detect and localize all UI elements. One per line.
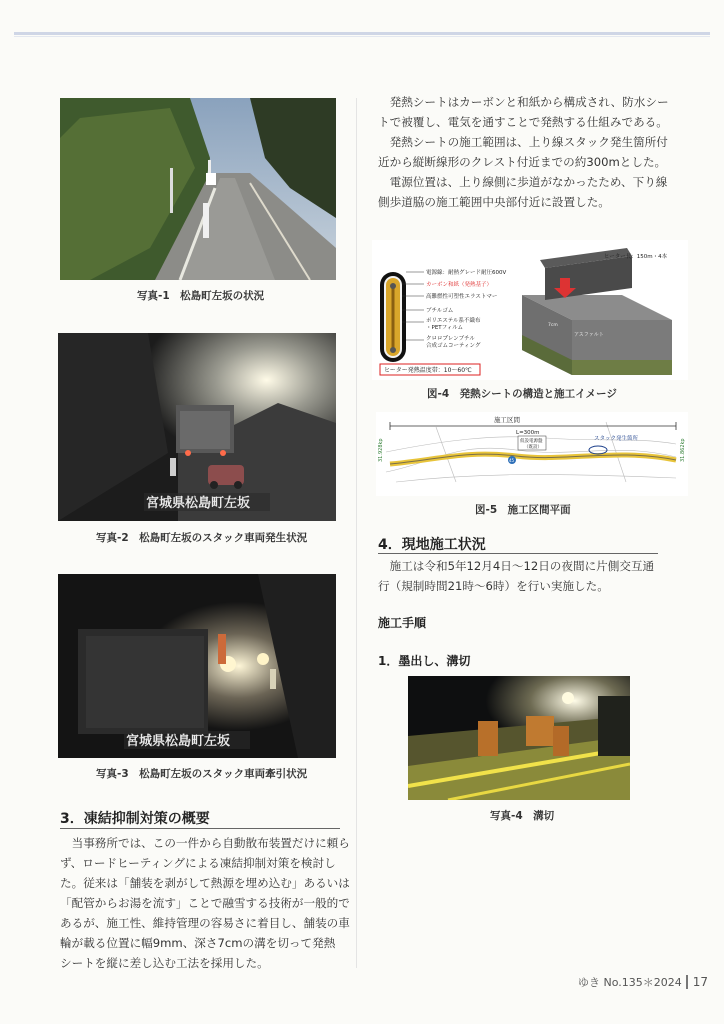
section-3-line: た。従来は「舗装を剥がして熱源を埋め込む」あるいは xyxy=(60,876,350,890)
photo-3-overlay: 宮城県松島町左坂 xyxy=(126,734,231,749)
photo-1-caption: 写真-1 松島町左坂の状況 xyxy=(137,290,265,302)
layer-label: カーボン和紙（発熱基子） xyxy=(426,282,493,288)
section-3-line: ず、ロードヒーティングによる凍結抑制対策を検討し xyxy=(60,856,336,870)
power-label: 仮設電源盤 xyxy=(520,439,543,444)
layer-label: 合成ゴムコーティング xyxy=(426,343,481,349)
section-3-body xyxy=(60,833,350,973)
photo-2-caption: 写真-2 松島町左坂のスタック車両発生状況 xyxy=(96,532,308,544)
asphalt-label: アスファルト xyxy=(574,332,604,338)
right-top-body xyxy=(378,92,678,212)
photo-3 xyxy=(58,574,336,758)
body-line: 側歩道脇の施工範囲中央部付近に設置した。 xyxy=(378,195,610,209)
section-3-rule xyxy=(60,828,340,829)
figure-4 xyxy=(372,240,688,380)
header-rule xyxy=(14,32,710,35)
heater-label: ヒーター長：150m・4本 xyxy=(604,254,668,260)
photo-2 xyxy=(58,333,336,521)
photo-2-overlay: 宮城県松島町左坂 xyxy=(146,496,251,511)
section-label: 施工区間 xyxy=(494,416,520,424)
layer-label: ・PETフィルム xyxy=(426,325,463,331)
footer xyxy=(578,974,708,990)
body-line: 電源位置は、上り線側に歩道がなかったため、下り線 xyxy=(389,175,668,189)
figure-5 xyxy=(376,412,688,496)
temp-label: ヒーター発熱温度帯：10〜60℃ xyxy=(384,367,472,374)
body-line: トで被覆し、電気を通すことで発熱する仕組みである。 xyxy=(378,115,668,129)
route-badge: 45 xyxy=(509,458,515,463)
layer-label: クロロプレンブチル xyxy=(426,336,475,342)
body-line: 発熱シートの施工範囲は、上り線スタック発生箇所付 xyxy=(389,135,668,149)
groove-label: 7cm xyxy=(548,323,558,328)
body-line: 発熱シートはカーボンと和紙から構成され、防水シー xyxy=(389,95,669,109)
photo-1 xyxy=(60,98,336,280)
procedure-title: 施工手順 xyxy=(378,616,427,630)
photo-4-caption: 写真-4 溝切 xyxy=(490,810,555,822)
section-3-line: 当事務所では、この一件から自動散布装置だけに頼ら xyxy=(71,836,350,850)
layer-label: 高難燃性可塑性エラストマー xyxy=(426,294,498,300)
layer-label: ポリエステル系不織布 xyxy=(426,318,481,324)
photo-4 xyxy=(408,676,630,800)
step-1-title: 1．墨出し、溝切 xyxy=(378,654,471,668)
body-line: 行（規制時間21時〜6時）を行い実施した。 xyxy=(378,579,609,593)
layer-label: 電源線：耐熱グレード耐圧600V xyxy=(426,270,507,276)
section-4-body xyxy=(378,556,678,596)
left-kp: 31.928kp xyxy=(378,438,384,462)
power-note: （既設） xyxy=(524,445,542,450)
section-4-heading: 4．現地施工状況 xyxy=(378,537,486,553)
length-label: L=300m xyxy=(516,430,540,436)
photo-3-caption: 写真-3 松島町左坂のスタック車両牽引状況 xyxy=(96,768,308,780)
body-line: 近から縦断線形のクレスト付近までの約300mとした。 xyxy=(378,155,667,169)
section-4-rule xyxy=(378,553,658,554)
page-number: 17 xyxy=(686,975,708,989)
body-line: 施工は令和5年12月4日〜12日の夜間に片側交互通 xyxy=(389,559,655,573)
stack-label: スタック発生箇所 xyxy=(594,436,639,442)
figure-5-caption: 図-5 施工区間平面 xyxy=(475,504,571,516)
figure-4-caption: 図-4 発熱シートの構造と施工イメージ xyxy=(427,388,617,400)
section-3-line: あるが、施工性、維持管理の容易さに着目し、舗装の車 xyxy=(60,916,350,930)
layer-label: ブチルゴム xyxy=(426,308,454,314)
section-3-line: シートを縦に差し込む工法を採用した。 xyxy=(60,956,269,970)
magazine-issue: ゆき No.135＊2024 xyxy=(577,976,682,989)
section-3-line: 輪が載る位置に幅9mm、深さ7cmの溝を切って発熱 xyxy=(60,936,336,950)
section-3-heading: 3．凍結抑制対策の概要 xyxy=(60,811,210,827)
right-kp: 31.862kp xyxy=(680,438,686,462)
section-3-line: 「配管からお湯を流す」ことで融雪する技術が一般的で xyxy=(60,896,350,910)
column-divider xyxy=(356,98,357,968)
